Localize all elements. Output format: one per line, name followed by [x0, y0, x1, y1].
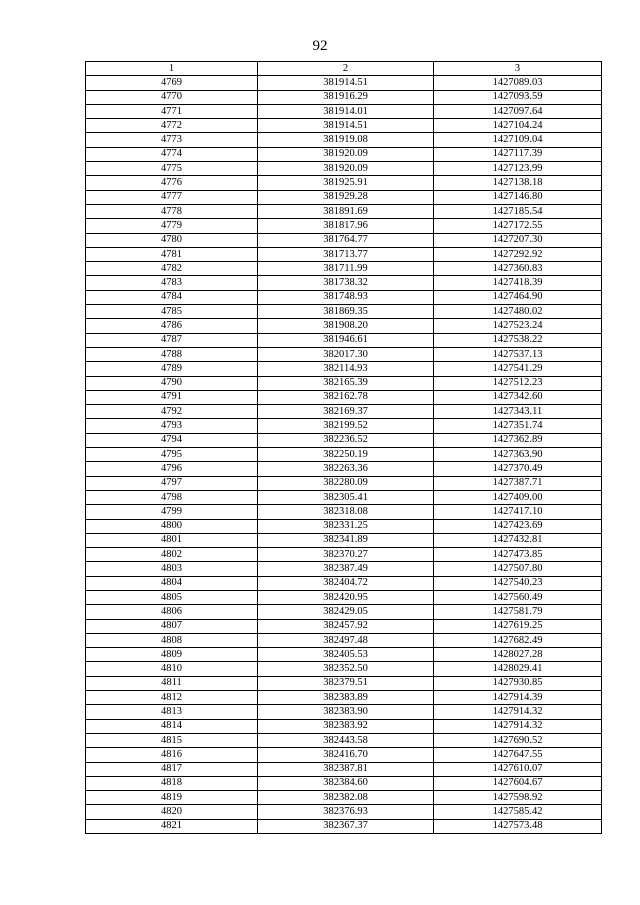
- table-cell-col-3: 1427172.55: [434, 219, 602, 233]
- table-cell-col-2: 382331.25: [258, 519, 434, 533]
- table-cell-col-3: 1427362.89: [434, 433, 602, 447]
- table-cell-col-3: 1427540.23: [434, 576, 602, 590]
- table-cell-col-3: 1427387.71: [434, 476, 602, 490]
- table-row: [86, 162, 602, 176]
- table-cell-col-3: 1427598.92: [434, 791, 602, 805]
- table-cell-col-2: 381920.09: [258, 147, 434, 161]
- table-row: [86, 691, 602, 705]
- table-cell-col-2: 382404.72: [258, 576, 434, 590]
- table-cell-col-1: 4796: [86, 462, 258, 476]
- table-row: [86, 204, 602, 218]
- table-cell-col-2: 381914.51: [258, 76, 434, 90]
- table-cell-col-3: 1427480.02: [434, 305, 602, 319]
- table-cell-col-3: 1427343.11: [434, 405, 602, 419]
- table-row: [86, 319, 602, 333]
- table-cell-col-3: 1427360.83: [434, 262, 602, 276]
- table-cell-col-2: 382199.52: [258, 419, 434, 433]
- table-cell-col-1: 4812: [86, 691, 258, 705]
- table-row: [86, 633, 602, 647]
- table-cell-col-1: 4786: [86, 319, 258, 333]
- table-cell-col-3: 1427109.04: [434, 133, 602, 147]
- table-cell-col-1: 4778: [86, 204, 258, 218]
- table-cell-col-2: 382376.93: [258, 805, 434, 819]
- table-row: [86, 705, 602, 719]
- table-cell-col-3: 1427585.42: [434, 805, 602, 819]
- table-row: [86, 676, 602, 690]
- table-row: [86, 791, 602, 805]
- table-row: [86, 419, 602, 433]
- table-row: [86, 648, 602, 662]
- table-cell-col-2: 381891.69: [258, 204, 434, 218]
- table-cell-col-2: 382114.93: [258, 362, 434, 376]
- table-cell-col-2: 382263.36: [258, 462, 434, 476]
- table-row: [86, 505, 602, 519]
- table-row: [86, 433, 602, 447]
- table-row: [86, 247, 602, 261]
- table-row: [86, 119, 602, 133]
- table-cell-col-1: 4809: [86, 648, 258, 662]
- table-row: [86, 605, 602, 619]
- table-cell-col-1: 4776: [86, 176, 258, 190]
- table-cell-col-2: 382162.78: [258, 390, 434, 404]
- table-cell-col-2: 382318.08: [258, 505, 434, 519]
- table-cell-col-3: 1427604.67: [434, 776, 602, 790]
- table-cell-col-1: 4818: [86, 776, 258, 790]
- table-cell-col-2: 382017.30: [258, 347, 434, 361]
- table-row: [86, 762, 602, 776]
- table-row: [86, 190, 602, 204]
- table-cell-col-1: 4805: [86, 590, 258, 604]
- table-cell-col-1: 4793: [86, 419, 258, 433]
- table-cell-col-2: 381920.09: [258, 162, 434, 176]
- table-cell-col-2: 382370.27: [258, 548, 434, 562]
- table-cell-col-1: 4811: [86, 676, 258, 690]
- table-row: [86, 104, 602, 118]
- table-cell-col-3: 1427146.80: [434, 190, 602, 204]
- table-header: [86, 62, 602, 76]
- table-cell-col-3: 1427342.60: [434, 390, 602, 404]
- table-cell-col-2: 381908.20: [258, 319, 434, 333]
- table-cell-col-1: 4782: [86, 262, 258, 276]
- table-cell-col-2: 382382.08: [258, 791, 434, 805]
- table-cell-col-1: 4773: [86, 133, 258, 147]
- table-row: [86, 619, 602, 633]
- table-cell-col-2: 382383.89: [258, 691, 434, 705]
- table-row: [86, 233, 602, 247]
- table-cell-col-1: 4780: [86, 233, 258, 247]
- table-cell-col-3: 1427138.18: [434, 176, 602, 190]
- table-cell-col-3: 1427292.92: [434, 247, 602, 261]
- table-cell-col-2: 381738.32: [258, 276, 434, 290]
- table-cell-col-2: 382236.52: [258, 433, 434, 447]
- table-cell-col-3: 1427930.85: [434, 676, 602, 690]
- table-body: [86, 76, 602, 834]
- table-row: [86, 147, 602, 161]
- table-cell-col-1: 4814: [86, 719, 258, 733]
- table-cell-col-2: 382387.81: [258, 762, 434, 776]
- table-cell-col-1: 4808: [86, 633, 258, 647]
- table-cell-col-2: 382280.09: [258, 476, 434, 490]
- table-cell-col-1: 4777: [86, 190, 258, 204]
- table-cell-col-1: 4802: [86, 548, 258, 562]
- table-cell-col-3: 1427117.39: [434, 147, 602, 161]
- table-cell-col-1: 4794: [86, 433, 258, 447]
- table-row: [86, 405, 602, 419]
- table-row: [86, 262, 602, 276]
- table-cell-col-3: 1427914.32: [434, 705, 602, 719]
- table-cell-col-2: 381914.01: [258, 104, 434, 118]
- table-cell-col-2: 381764.77: [258, 233, 434, 247]
- table-cell-col-3: 1427473.85: [434, 548, 602, 562]
- table-row: [86, 733, 602, 747]
- table-cell-col-1: 4790: [86, 376, 258, 390]
- table-row: [86, 776, 602, 790]
- table-cell-col-3: 1427123.99: [434, 162, 602, 176]
- table-cell-col-1: 4803: [86, 562, 258, 576]
- table-row: [86, 548, 602, 562]
- table-cell-col-2: 382379.51: [258, 676, 434, 690]
- table-row: [86, 376, 602, 390]
- table-cell-col-3: 1427089.03: [434, 76, 602, 90]
- column-header-2: 2: [258, 62, 434, 76]
- table-cell-col-3: 1427581.79: [434, 605, 602, 619]
- table-cell-col-3: 1427541.29: [434, 362, 602, 376]
- table-row: [86, 805, 602, 819]
- table-cell-col-1: 4792: [86, 405, 258, 419]
- table-cell-col-1: 4785: [86, 305, 258, 319]
- table-row: [86, 576, 602, 590]
- table-cell-col-3: 1427914.39: [434, 691, 602, 705]
- table-cell-col-2: 382352.50: [258, 662, 434, 676]
- table-cell-col-3: 1427370.49: [434, 462, 602, 476]
- table-row: [86, 90, 602, 104]
- table-row: [86, 176, 602, 190]
- table-cell-col-3: 1427523.24: [434, 319, 602, 333]
- table-cell-col-2: 382387.49: [258, 562, 434, 576]
- table-cell-col-3: 1427417.10: [434, 505, 602, 519]
- column-header-3: 3: [434, 62, 602, 76]
- table-cell-col-3: 1428027.28: [434, 648, 602, 662]
- table-row: [86, 347, 602, 361]
- table-cell-col-2: 381713.77: [258, 247, 434, 261]
- table-row: [86, 748, 602, 762]
- table-cell-col-2: 382420.95: [258, 590, 434, 604]
- table-cell-col-3: 1427207.30: [434, 233, 602, 247]
- table-row: [86, 333, 602, 347]
- table-cell-col-1: 4798: [86, 490, 258, 504]
- table-cell-col-1: 4791: [86, 390, 258, 404]
- table-cell-col-1: 4821: [86, 819, 258, 833]
- table-row: [86, 133, 602, 147]
- table-cell-col-1: 4770: [86, 90, 258, 104]
- table-cell-col-1: 4774: [86, 147, 258, 161]
- table-cell-col-3: 1428029.41: [434, 662, 602, 676]
- table-cell-col-2: 382497.48: [258, 633, 434, 647]
- table-cell-col-3: 1427423.69: [434, 519, 602, 533]
- table-cell-col-1: 4789: [86, 362, 258, 376]
- table-cell-col-1: 4801: [86, 533, 258, 547]
- table-cell-col-2: 382367.37: [258, 819, 434, 833]
- table-cell-col-1: 4783: [86, 276, 258, 290]
- table-cell-col-2: 381916.29: [258, 90, 434, 104]
- table-cell-col-1: 4779: [86, 219, 258, 233]
- table-row: [86, 662, 602, 676]
- table-row: [86, 533, 602, 547]
- table-cell-col-1: 4817: [86, 762, 258, 776]
- coordinates-table: [85, 61, 602, 834]
- table-cell-col-3: 1427351.74: [434, 419, 602, 433]
- table-cell-col-2: 381869.35: [258, 305, 434, 319]
- table-cell-col-2: 382383.92: [258, 719, 434, 733]
- table-cell-col-2: 381929.28: [258, 190, 434, 204]
- table-cell-col-1: 4810: [86, 662, 258, 676]
- table-cell-col-2: 382341.89: [258, 533, 434, 547]
- table-cell-col-2: 382443.58: [258, 733, 434, 747]
- table-row: [86, 276, 602, 290]
- table-cell-col-2: 381711.99: [258, 262, 434, 276]
- table-row: [86, 76, 602, 90]
- table-row: [86, 448, 602, 462]
- table-row: [86, 476, 602, 490]
- table-row: [86, 219, 602, 233]
- table-cell-col-3: 1427512.23: [434, 376, 602, 390]
- table-cell-col-2: 382429.05: [258, 605, 434, 619]
- table-cell-col-1: 4815: [86, 733, 258, 747]
- column-header-1: 1: [86, 62, 258, 76]
- page-number: 92: [312, 38, 328, 54]
- table-cell-col-2: 381748.93: [258, 290, 434, 304]
- table-cell-col-1: 4819: [86, 791, 258, 805]
- table-cell-col-1: 4784: [86, 290, 258, 304]
- table-cell-col-1: 4806: [86, 605, 258, 619]
- table-cell-col-1: 4800: [86, 519, 258, 533]
- table-cell-col-1: 4804: [86, 576, 258, 590]
- table-cell-col-3: 1427573.48: [434, 819, 602, 833]
- table-cell-col-1: 4769: [86, 76, 258, 90]
- table-cell-col-2: 382405.53: [258, 648, 434, 662]
- table-cell-col-3: 1427610.07: [434, 762, 602, 776]
- table-cell-col-1: 4797: [86, 476, 258, 490]
- table-cell-col-3: 1427507.80: [434, 562, 602, 576]
- table-row: [86, 562, 602, 576]
- table-row: [86, 490, 602, 504]
- table-cell-col-2: 382383.90: [258, 705, 434, 719]
- table-cell-col-3: 1427093.59: [434, 90, 602, 104]
- table-cell-col-2: 381817.96: [258, 219, 434, 233]
- table-cell-col-1: 4771: [86, 104, 258, 118]
- table-cell-col-3: 1427097.64: [434, 104, 602, 118]
- table-cell-col-3: 1427537.13: [434, 347, 602, 361]
- table-cell-col-3: 1427560.49: [434, 590, 602, 604]
- table-cell-col-1: 4816: [86, 748, 258, 762]
- table-cell-col-3: 1427690.52: [434, 733, 602, 747]
- table-cell-col-1: 4795: [86, 448, 258, 462]
- table-cell-col-1: 4787: [86, 333, 258, 347]
- table-cell-col-1: 4772: [86, 119, 258, 133]
- table-row: [86, 819, 602, 833]
- table-cell-col-2: 382384.60: [258, 776, 434, 790]
- table-cell-col-3: 1427432.81: [434, 533, 602, 547]
- table-cell-col-3: 1427682.49: [434, 633, 602, 647]
- table-cell-col-1: 4781: [86, 247, 258, 261]
- table-row: [86, 390, 602, 404]
- table-cell-col-3: 1427409.00: [434, 490, 602, 504]
- table-row: [86, 590, 602, 604]
- table-cell-col-3: 1427185.54: [434, 204, 602, 218]
- table-cell-col-3: 1427538.22: [434, 333, 602, 347]
- table-cell-col-2: 382165.39: [258, 376, 434, 390]
- table-cell-col-3: 1427914.32: [434, 719, 602, 733]
- table-row: [86, 290, 602, 304]
- table-row: [86, 519, 602, 533]
- table-cell-col-3: 1427418.39: [434, 276, 602, 290]
- header-row: [86, 62, 602, 76]
- table-cell-col-3: 1427619.25: [434, 619, 602, 633]
- table-cell-col-1: 4788: [86, 347, 258, 361]
- table-cell-col-1: 4813: [86, 705, 258, 719]
- table-cell-col-3: 1427104.24: [434, 119, 602, 133]
- table-cell-col-2: 382305.41: [258, 490, 434, 504]
- table-cell-col-2: 382250.19: [258, 448, 434, 462]
- table-cell-col-2: 382416.70: [258, 748, 434, 762]
- table-cell-col-2: 381919.08: [258, 133, 434, 147]
- table-row: [86, 305, 602, 319]
- table-cell-col-3: 1427647.55: [434, 748, 602, 762]
- table-cell-col-1: 4775: [86, 162, 258, 176]
- table-cell-col-2: 381914.51: [258, 119, 434, 133]
- table-cell-col-2: 381946.61: [258, 333, 434, 347]
- table-cell-col-3: 1427464.90: [434, 290, 602, 304]
- table-cell-col-2: 381925.91: [258, 176, 434, 190]
- table-row: [86, 719, 602, 733]
- table-cell-col-2: 382457.92: [258, 619, 434, 633]
- table-cell-col-1: 4807: [86, 619, 258, 633]
- table-cell-col-1: 4799: [86, 505, 258, 519]
- table-row: [86, 362, 602, 376]
- table-cell-col-3: 1427363.90: [434, 448, 602, 462]
- table-cell-col-1: 4820: [86, 805, 258, 819]
- table-row: [86, 462, 602, 476]
- table-cell-col-2: 382169.37: [258, 405, 434, 419]
